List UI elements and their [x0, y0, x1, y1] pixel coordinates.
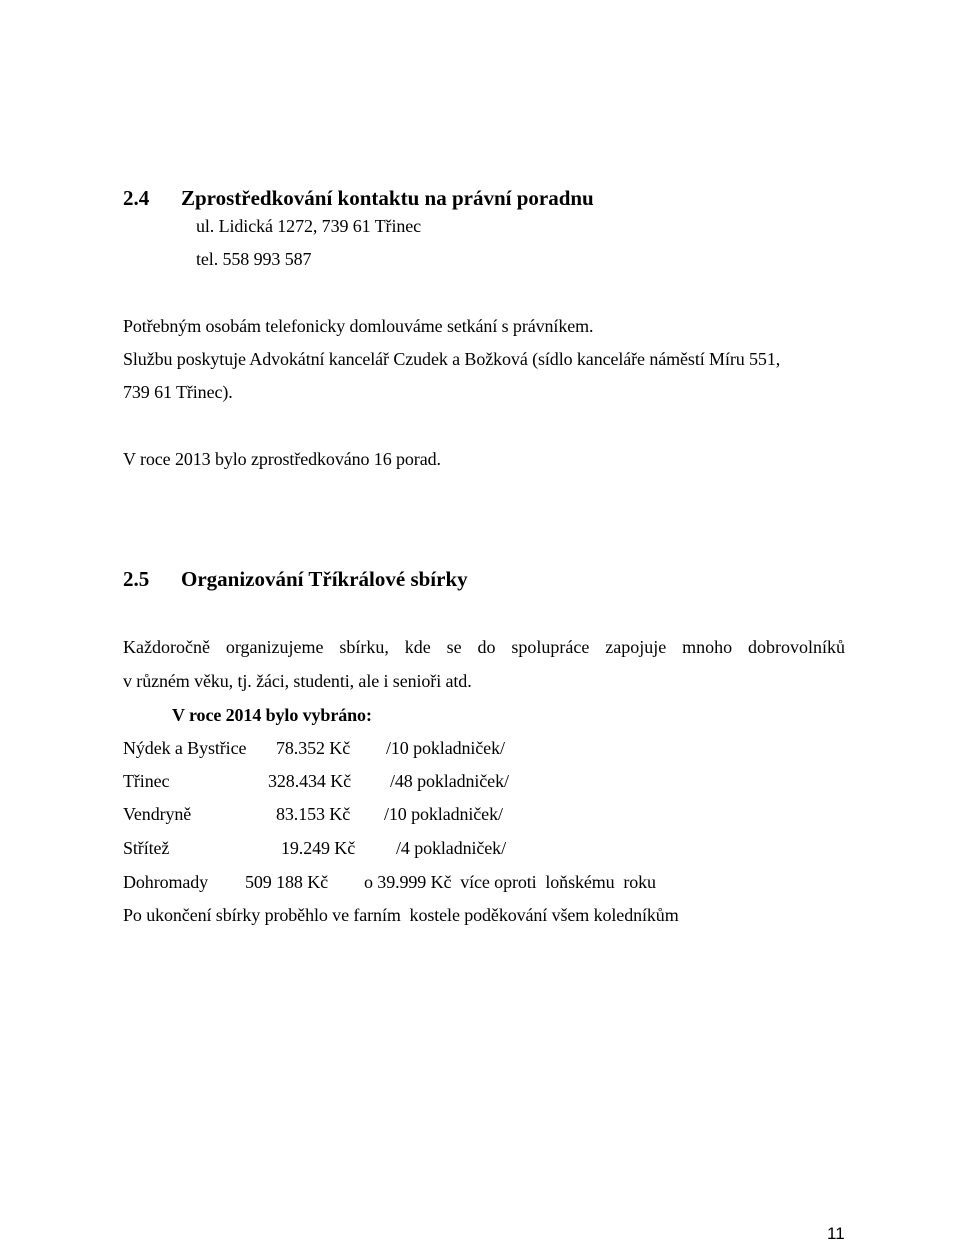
paragraph-legal-meeting: Potřebným osobám telefonicky domlouváme setkání s právníkem. — [123, 316, 594, 336]
row-boxes: /10 pokladniček/ — [386, 738, 505, 758]
paragraph-law-office-line2: 739 61 Třinec). — [123, 382, 233, 402]
phone-line: tel. 558 993 587 — [196, 249, 312, 269]
row-amount: 78.352 Kč — [276, 738, 351, 758]
section-2-5-number: 2.5 — [123, 567, 150, 591]
row-place: Střítež — [123, 838, 170, 858]
row-amount: 328.434 Kč — [268, 771, 351, 791]
paragraph-collection-line2: v různém věku, tj. žáci, studenti, ale i senioři atd. — [123, 671, 472, 691]
row-place: Třinec — [123, 771, 170, 791]
paragraph-law-office-line1: Službu poskytuje Advokátní kancelář Czudek a Božková (sídlo kanceláře náměstí Míru 551, — [123, 349, 781, 369]
collection-subheading: V roce 2014 bylo vybráno: — [172, 705, 372, 725]
row-boxes: /48 pokladniček/ — [390, 771, 509, 791]
section-2-4-title: Zprostředkování kontaktu na právní poradnu — [181, 186, 594, 210]
paragraph-collection-line1: Každoročně organizujeme sbírku, kde se do spolupráce zapojuje mnoho dobrovolníků — [123, 637, 845, 657]
total-label: Dohromady — [123, 872, 209, 892]
section-2-4-number: 2.4 — [123, 186, 150, 210]
row-boxes: /10 pokladniček/ — [384, 804, 503, 824]
page-number: 11 — [827, 1224, 845, 1243]
closing-sentence: Po ukončení sbírky proběhlo ve farním kostele poděkování všem koledníkům — [123, 905, 679, 925]
paragraph-consultations-count: V roce 2013 bylo zprostředkováno 16 porad. — [123, 449, 441, 469]
row-boxes: /4 pokladniček/ — [396, 838, 506, 858]
address-line: ul. Lidická 1272, 739 61 Třinec — [196, 216, 422, 236]
row-place: Nýdek a Bystřice — [123, 738, 247, 758]
row-amount: 19.249 Kč — [281, 838, 356, 858]
row-amount: 83.153 Kč — [276, 804, 351, 824]
row-place: Vendryně — [123, 804, 192, 824]
total-note: o 39.999 Kč více oproti loňskému roku — [364, 872, 656, 892]
total-amount: 509 188 Kč — [245, 872, 328, 892]
section-2-5-title: Organizování Tříkrálové sbírky — [181, 567, 468, 591]
